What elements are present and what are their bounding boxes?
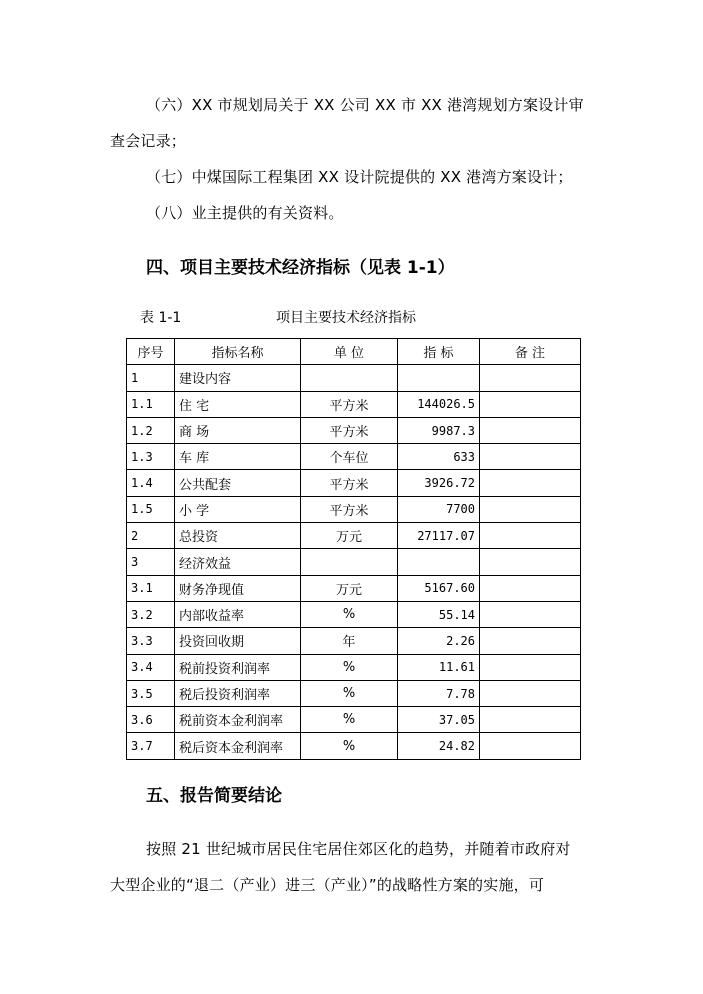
cell-remarks [480, 707, 581, 733]
cell-unit: 万元 [301, 523, 398, 549]
section-5-heading: 五、报告简要结论 [146, 786, 282, 806]
cell-value: 27117.07 [398, 523, 480, 549]
cell-serial: 3.4 [127, 654, 175, 680]
cell-remarks [480, 575, 581, 601]
cell-indicator-name: 投资回收期 [175, 628, 301, 654]
cell-indicator-name: 建设内容 [175, 365, 301, 391]
table-body [127, 365, 581, 759]
table-row [127, 444, 581, 470]
cell-indicator-name: 税前资本金利润率 [175, 707, 301, 733]
cell-value: 2.26 [398, 628, 480, 654]
cell-unit: 万元 [301, 575, 398, 601]
cell-value: 24.82 [398, 733, 480, 759]
cell-serial: 3 [127, 549, 175, 575]
cell-serial: 1.2 [127, 417, 175, 443]
cell-value: 37.05 [398, 707, 480, 733]
cell-serial: 1.1 [127, 391, 175, 417]
table-title: 项目主要技术经济指标 [276, 310, 416, 326]
table-row [127, 733, 581, 759]
cell-remarks [480, 444, 581, 470]
table-row [127, 470, 581, 496]
cell-value [398, 365, 480, 391]
cell-serial: 1.3 [127, 444, 175, 470]
header-remarks: 备 注 [480, 339, 581, 365]
cell-remarks [480, 549, 581, 575]
table-row [127, 365, 581, 391]
cell-value: 11.61 [398, 654, 480, 680]
table-header-row [127, 339, 581, 365]
cell-indicator-name: 商 场 [175, 417, 301, 443]
cell-value [398, 549, 480, 575]
header-serial: 序号 [127, 339, 175, 365]
cell-unit: 年 [301, 628, 398, 654]
table-row [127, 707, 581, 733]
paragraph-item-6-line-2: 查会记录； [110, 132, 187, 150]
cell-value: 144026.5 [398, 391, 480, 417]
cell-remarks [480, 628, 581, 654]
cell-unit: 平方米 [301, 496, 398, 522]
cell-value: 633 [398, 444, 480, 470]
cell-indicator-name: 住 宅 [175, 391, 301, 417]
cell-serial: 3.1 [127, 575, 175, 601]
conclusion-line-1: 按照 21 世纪城市居民住宅居住郊区化的趋势，并随着市政府对 [146, 840, 571, 858]
section-4-heading: 四、项目主要技术经济指标（见表 1-1） [146, 258, 455, 278]
cell-indicator-name: 车 库 [175, 444, 301, 470]
table-row [127, 391, 581, 417]
cell-indicator-name: 总投资 [175, 523, 301, 549]
cell-remarks [480, 601, 581, 627]
cell-unit: % [301, 654, 398, 680]
cell-remarks [480, 733, 581, 759]
table-row [127, 628, 581, 654]
cell-serial: 3.2 [127, 601, 175, 627]
cell-serial: 3.5 [127, 680, 175, 706]
paragraph-item-8: （八）业主提供的有关资料。 [146, 204, 344, 222]
table-row [127, 549, 581, 575]
cell-serial: 3.3 [127, 628, 175, 654]
header-indicator-name: 指标名称 [175, 339, 301, 365]
cell-serial: 3.6 [127, 707, 175, 733]
conclusion-line-2: 大型企业的“退二（产业）进三（产业）”的战略性方案的实施，可 [110, 876, 545, 894]
cell-serial: 2 [127, 523, 175, 549]
cell-remarks [480, 391, 581, 417]
cell-indicator-name: 税前投资利润率 [175, 654, 301, 680]
cell-indicator-name: 税后资本金利润率 [175, 733, 301, 759]
cell-value: 7.78 [398, 680, 480, 706]
cell-unit [301, 365, 398, 391]
table-row [127, 417, 581, 443]
cell-indicator-name: 财务净现值 [175, 575, 301, 601]
table-row [127, 680, 581, 706]
cell-indicator-name: 税后投资利润率 [175, 680, 301, 706]
cell-remarks [480, 417, 581, 443]
paragraph-item-6-line-1: （六）XX 市规划局关于 XX 公司 XX 市 XX 港湾规划方案设计审 [146, 96, 584, 114]
cell-unit: % [301, 707, 398, 733]
cell-value: 7700 [398, 496, 480, 522]
cell-remarks [480, 680, 581, 706]
cell-value: 9987.3 [398, 417, 480, 443]
cell-value: 5167.60 [398, 575, 480, 601]
cell-serial: 1.5 [127, 496, 175, 522]
cell-remarks [480, 654, 581, 680]
cell-unit [301, 549, 398, 575]
table-label: 表 1-1 [140, 310, 182, 326]
table-row [127, 601, 581, 627]
cell-indicator-name: 小 学 [175, 496, 301, 522]
cell-serial: 1 [127, 365, 175, 391]
cell-value: 55.14 [398, 601, 480, 627]
header-unit: 单 位 [301, 339, 398, 365]
cell-serial: 3.7 [127, 733, 175, 759]
cell-unit: 个车位 [301, 444, 398, 470]
header-value: 指 标 [398, 339, 480, 365]
cell-remarks [480, 496, 581, 522]
cell-unit: % [301, 601, 398, 627]
cell-indicator-name: 内部收益率 [175, 601, 301, 627]
table-row [127, 575, 581, 601]
cell-unit: % [301, 680, 398, 706]
cell-indicator-name: 公共配套 [175, 470, 301, 496]
cell-unit: 平方米 [301, 391, 398, 417]
cell-indicator-name: 经济效益 [175, 549, 301, 575]
cell-remarks [480, 365, 581, 391]
table-row [127, 523, 581, 549]
table-row [127, 496, 581, 522]
cell-value: 3926.72 [398, 470, 480, 496]
cell-remarks [480, 523, 581, 549]
cell-remarks [480, 470, 581, 496]
cell-unit: 平方米 [301, 470, 398, 496]
metrics-table [126, 338, 581, 760]
cell-unit: % [301, 733, 398, 759]
cell-serial: 1.4 [127, 470, 175, 496]
cell-unit: 平方米 [301, 417, 398, 443]
paragraph-item-7: （七）中煤国际工程集团 XX 设计院提供的 XX 港湾方案设计； [146, 168, 573, 186]
table-row [127, 654, 581, 680]
